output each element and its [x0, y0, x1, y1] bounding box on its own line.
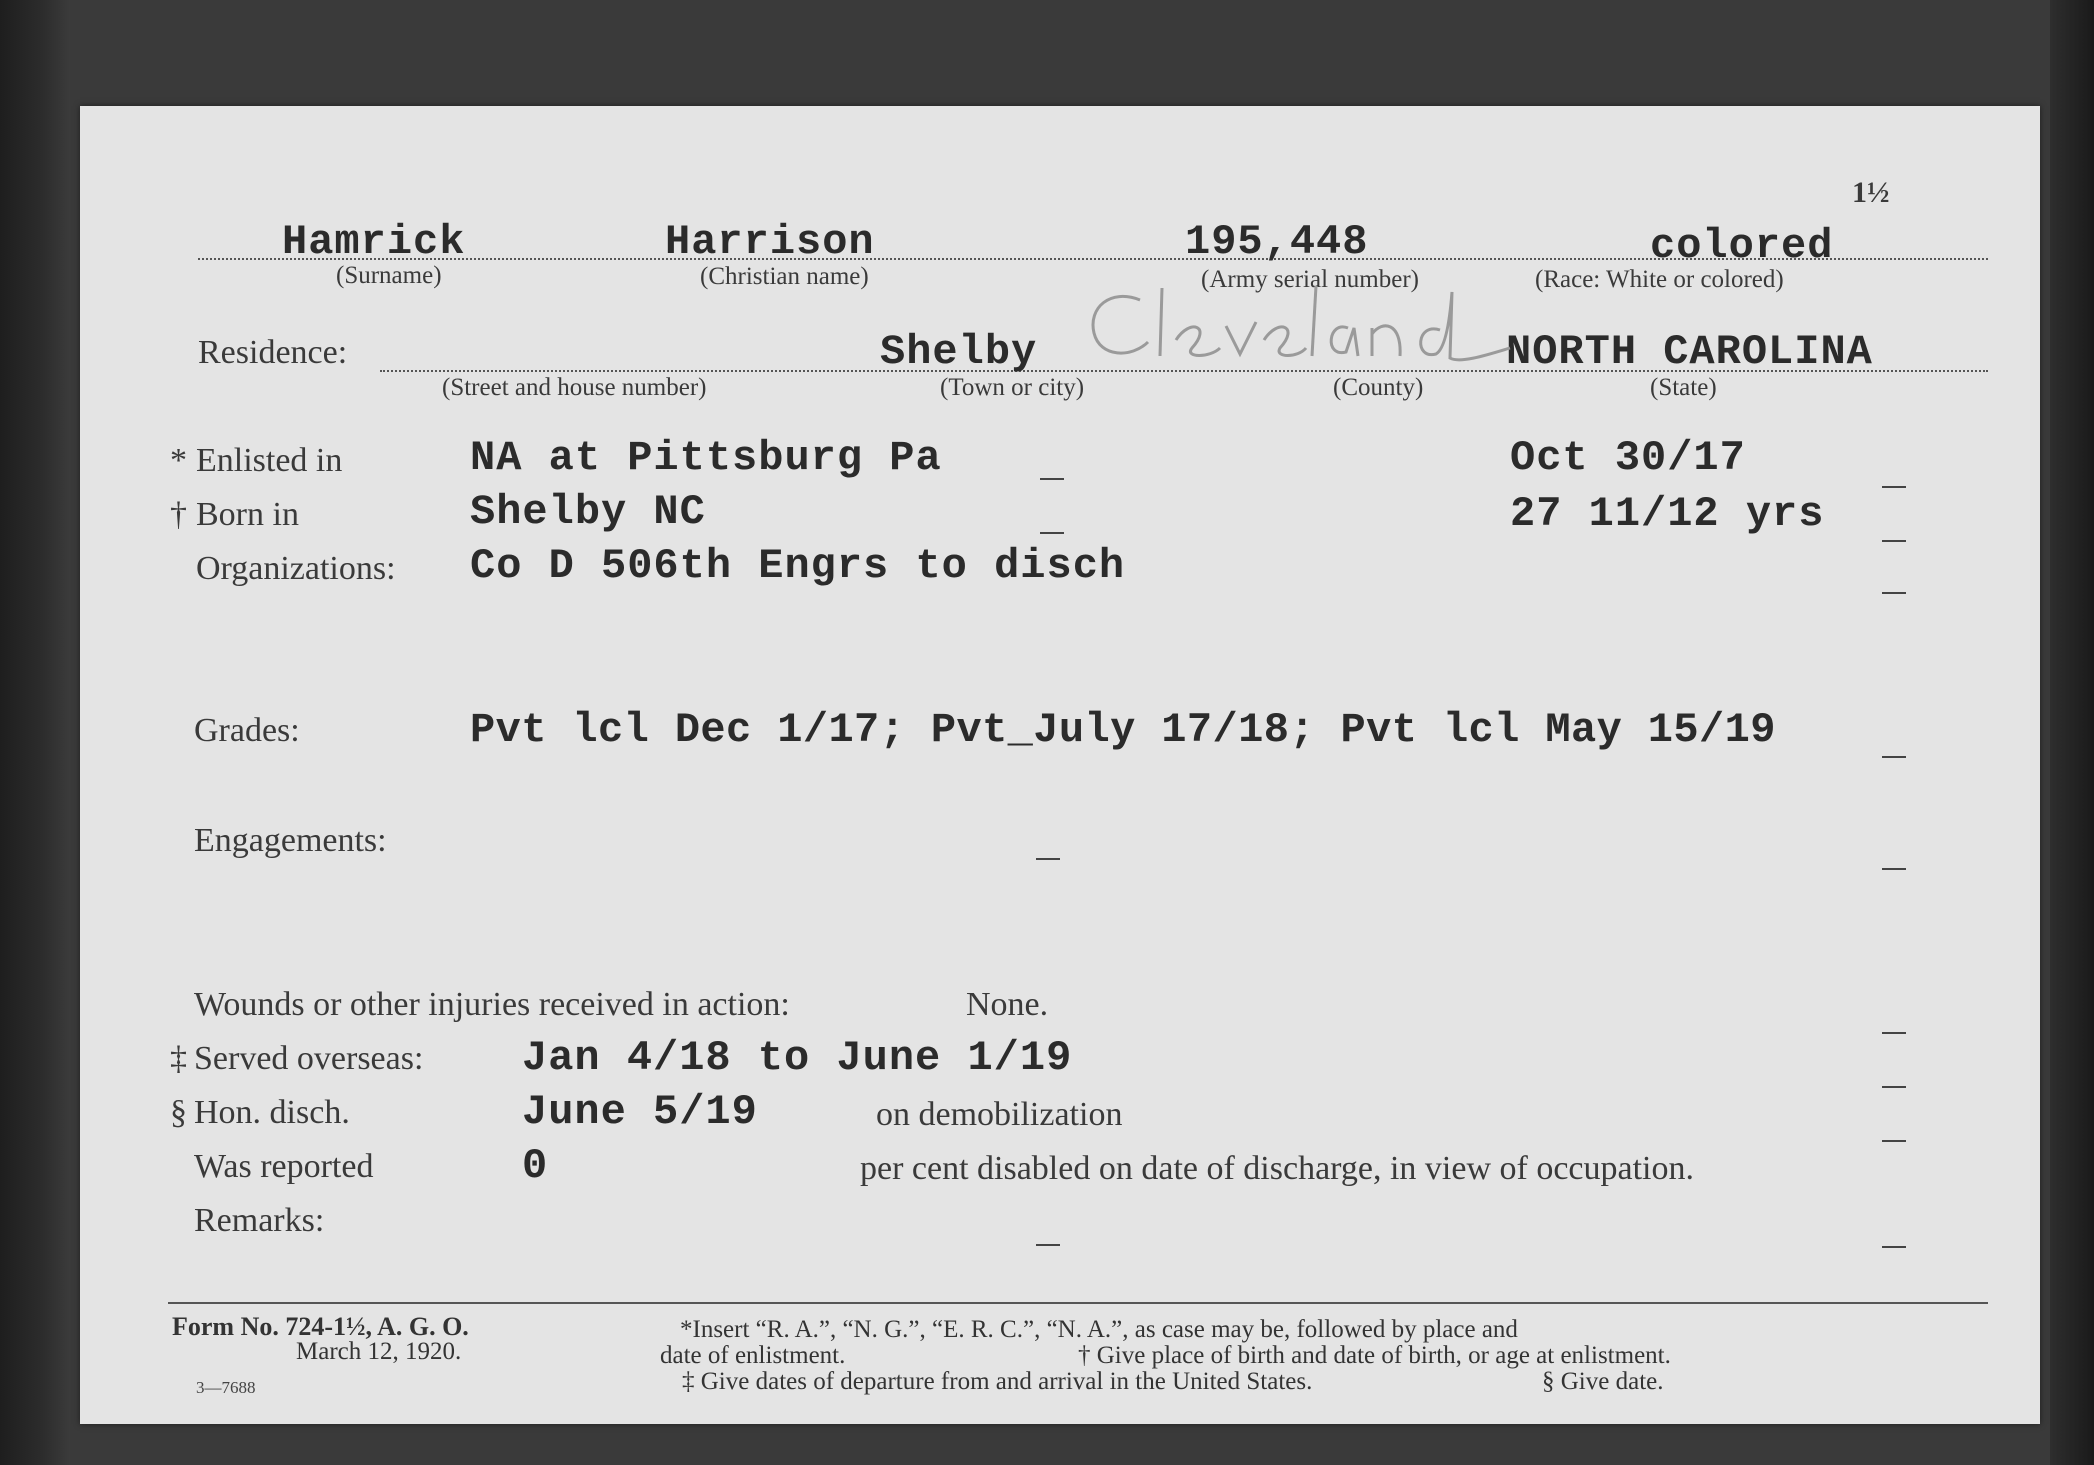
form-date: March 12, 1920. [296, 1338, 462, 1365]
corner-number: 1½ [1852, 176, 1890, 209]
state-caption: (State) [1650, 374, 1717, 401]
remarks-dash [1036, 1244, 1060, 1246]
street-caption: (Street and house number) [442, 374, 707, 401]
born-place: Shelby NC [470, 488, 706, 536]
born-age: 27 11/12 yrs [1510, 490, 1825, 538]
born-end-dash [1882, 540, 1906, 542]
overseas-label: Served overseas: [194, 1040, 424, 1077]
footnote-discharge: § Give date. [1542, 1368, 1664, 1395]
enlisted-label: Enlisted in [196, 442, 343, 479]
footnote-overseas: ‡ Give dates of departure from and arrival in the United States. [682, 1368, 1313, 1395]
footnote-enlisted: *Insert “R. A.”, “N. G.”, “E. R. C.”, “N. A.”, as case may be, followed by place and [680, 1316, 1518, 1343]
race-value: colored [1650, 222, 1834, 270]
footer-rule [168, 1302, 1988, 1304]
serial-caption: (Army serial number) [1201, 266, 1419, 293]
hon-disch-mark: § [170, 1094, 187, 1131]
enlisted-end-dash [1882, 486, 1906, 488]
surname-caption: (Surname) [336, 262, 442, 289]
town-value: Shelby [880, 328, 1038, 376]
organizations-label: Organizations: [196, 550, 396, 587]
reported-text: per cent disabled on date of discharge, in view of occupation. [860, 1150, 1694, 1187]
engagements-end-dash [1882, 868, 1906, 870]
form-number: Form No. 724-1½, A. G. O. [172, 1312, 469, 1341]
overseas-end-dash [1882, 1032, 1906, 1034]
hon-disch-label: Hon. disch. [194, 1094, 350, 1131]
enlisted-mark: * [170, 442, 187, 479]
scan-edge-right [2050, 0, 2094, 1465]
reported-end-dash [1882, 1140, 1906, 1142]
born-label: Born in [196, 496, 299, 533]
reported-value: 0 [522, 1142, 549, 1190]
print-code: 3—7688 [196, 1378, 256, 1397]
county-caption: (County) [1333, 374, 1424, 401]
organizations-end-dash [1882, 592, 1906, 594]
engagements-label: Engagements: [194, 822, 387, 859]
town-caption: (Town or city) [940, 374, 1085, 401]
remarks-label: Remarks: [194, 1202, 325, 1239]
service-card [80, 106, 2040, 1424]
christian-caption: (Christian name) [700, 263, 869, 290]
hon-disch-date: June 5/19 [522, 1088, 758, 1136]
county-pencil-notation [1080, 278, 1520, 378]
wounds-value: None. [966, 986, 1049, 1023]
residence-label: Residence: [198, 334, 348, 371]
grades-end-dash [1882, 756, 1906, 758]
state-value: NORTH CAROLINA [1506, 328, 1873, 376]
race-caption: (Race: White or colored) [1535, 266, 1784, 293]
overseas-mark: ‡ [170, 1040, 187, 1077]
grades-value: Pvt lcl Dec 1/17; Pvt_July 17/18; Pvt lcl May 15/19 [470, 706, 1776, 754]
scan-edge-left [0, 0, 70, 1465]
enlisted-date: Oct 30/17 [1510, 434, 1746, 482]
grades-label: Grades: [194, 712, 300, 749]
engagements-dash [1036, 858, 1060, 860]
wounds-label: Wounds or other injuries received in action: [194, 986, 790, 1023]
overseas-value: Jan 4/18 to June 1/19 [522, 1034, 1073, 1082]
hon-disch-end-dash [1882, 1086, 1906, 1088]
serial-number-value: 195,448 [1185, 218, 1369, 266]
remarks-end-dash [1882, 1246, 1906, 1248]
born-mark: † [170, 496, 187, 533]
reported-label: Was reported [194, 1148, 374, 1185]
christian-name-value: Harrison [665, 218, 875, 266]
footnote-born: † Give place of birth and date of birth, or age at enlistment. [1078, 1342, 1671, 1369]
footnote-enlisted-cont: date of enlistment. [660, 1342, 846, 1369]
enlisted-place: NA at Pittsburg Pa [470, 434, 942, 482]
surname-value: Hamrick [282, 218, 466, 266]
born-dash [1040, 532, 1064, 534]
enlisted-dash [1040, 478, 1064, 480]
organizations-value: Co D 506th Engrs to disch [470, 542, 1126, 590]
hon-disch-reason: on demobilization [876, 1096, 1123, 1133]
